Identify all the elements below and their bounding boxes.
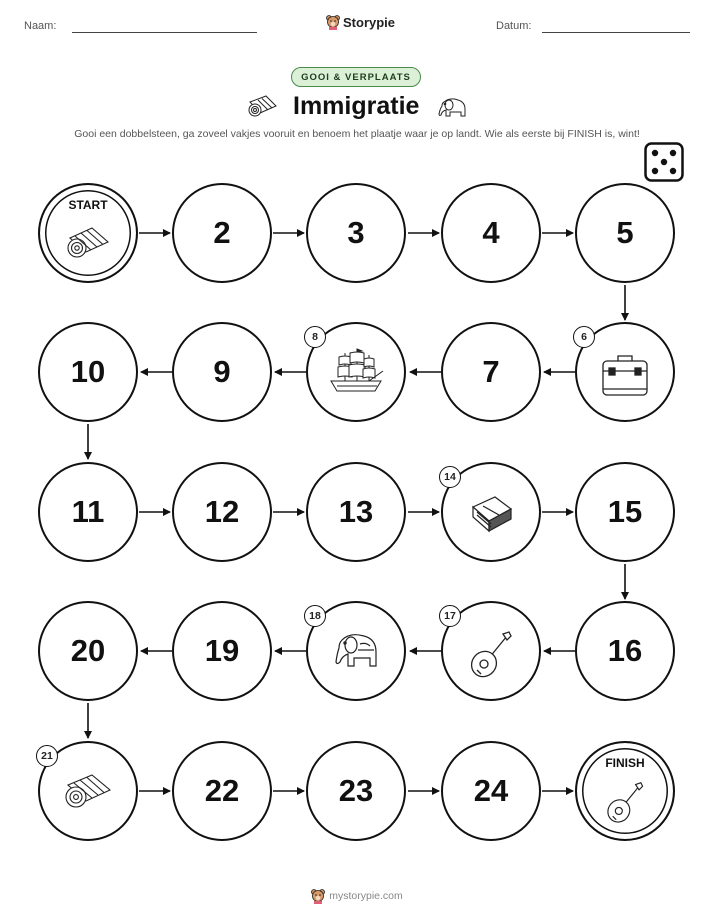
board-cell-4 <box>441 183 541 283</box>
cell-number-badge: 14 <box>439 466 461 488</box>
cell-number: 24 <box>473 773 509 808</box>
board-cell-8 <box>306 322 406 422</box>
cell-number: 5 <box>616 215 634 250</box>
date-label: Datum: <box>496 20 532 32</box>
board-cell-16 <box>575 601 675 701</box>
board-cell-15 <box>575 462 675 562</box>
cell-number-badge: 18 <box>304 605 326 627</box>
board-cell-22 <box>172 741 272 841</box>
cell-number: 3 <box>347 215 365 250</box>
board-cell-17 <box>441 601 541 701</box>
cell-number: 2 <box>213 215 231 250</box>
name-label: Naam: <box>24 20 57 32</box>
board-cell-7 <box>441 322 541 422</box>
board-cell-21 <box>38 741 138 841</box>
instructions: Gooi een dobbelsteen, ga zoveel vakjes vooruit en benoem het plaatje waar je op landt. Wie als eerste bij FINISH is, wint! <box>74 128 640 140</box>
board-cell-20 <box>38 601 138 701</box>
cell-number: 23 <box>338 773 374 808</box>
cell-number: 9 <box>213 354 231 389</box>
sailing-ship-icon <box>327 347 385 397</box>
board-cell-19 <box>172 601 272 701</box>
board-cell-5 <box>575 183 675 283</box>
cell-number: 15 <box>607 494 643 529</box>
board-cell-3 <box>306 183 406 283</box>
board-cell-24 <box>441 741 541 841</box>
cell-number: 20 <box>70 633 106 668</box>
lute-icon <box>469 630 513 680</box>
board-cell-finish <box>575 741 675 841</box>
finish-label: FINISH <box>605 756 645 770</box>
board-cell-13 <box>306 462 406 562</box>
cell-number: 16 <box>607 633 643 668</box>
board-cell-11 <box>38 462 138 562</box>
footer-url[interactable]: mystorypie.com <box>329 890 403 902</box>
cell-number: 4 <box>482 215 500 250</box>
cell-number-badge: 8 <box>304 326 326 348</box>
cell-number: 12 <box>204 494 240 529</box>
cell-number-badge: 17 <box>439 605 461 627</box>
board-cell-9 <box>172 322 272 422</box>
board-cell-14 <box>441 462 541 562</box>
board-cell-2 <box>172 183 272 283</box>
board-cell-10 <box>38 322 138 422</box>
rolled-mat-icon <box>64 224 112 262</box>
board-cell-start <box>38 183 138 283</box>
cell-number-badge: 6 <box>573 326 595 348</box>
cell-number: 13 <box>338 494 374 529</box>
lute-icon <box>605 781 645 825</box>
bear-logo-icon <box>311 888 325 904</box>
cell-number: 10 <box>70 354 106 389</box>
cell-number: 11 <box>71 494 105 529</box>
board-cell-12 <box>172 462 272 562</box>
game-type-badge: GOOI & VERPLAATS <box>291 67 421 87</box>
page-title: Immigratie <box>293 92 420 120</box>
elephant-icon <box>330 630 382 672</box>
board-cell-6 <box>575 322 675 422</box>
footer <box>0 888 714 904</box>
suitcase-icon <box>600 353 650 399</box>
cell-number-badge: 21 <box>36 745 58 767</box>
cell-number: 22 <box>204 773 240 808</box>
board-cell-23 <box>306 741 406 841</box>
board-cell-18 <box>306 601 406 701</box>
book-icon <box>467 493 515 537</box>
rolled-mat-icon <box>62 771 114 811</box>
start-label: START <box>68 198 108 212</box>
brand-name: Storypie <box>343 14 396 30</box>
cell-number: 7 <box>482 354 500 389</box>
cell-number: 19 <box>204 633 240 668</box>
